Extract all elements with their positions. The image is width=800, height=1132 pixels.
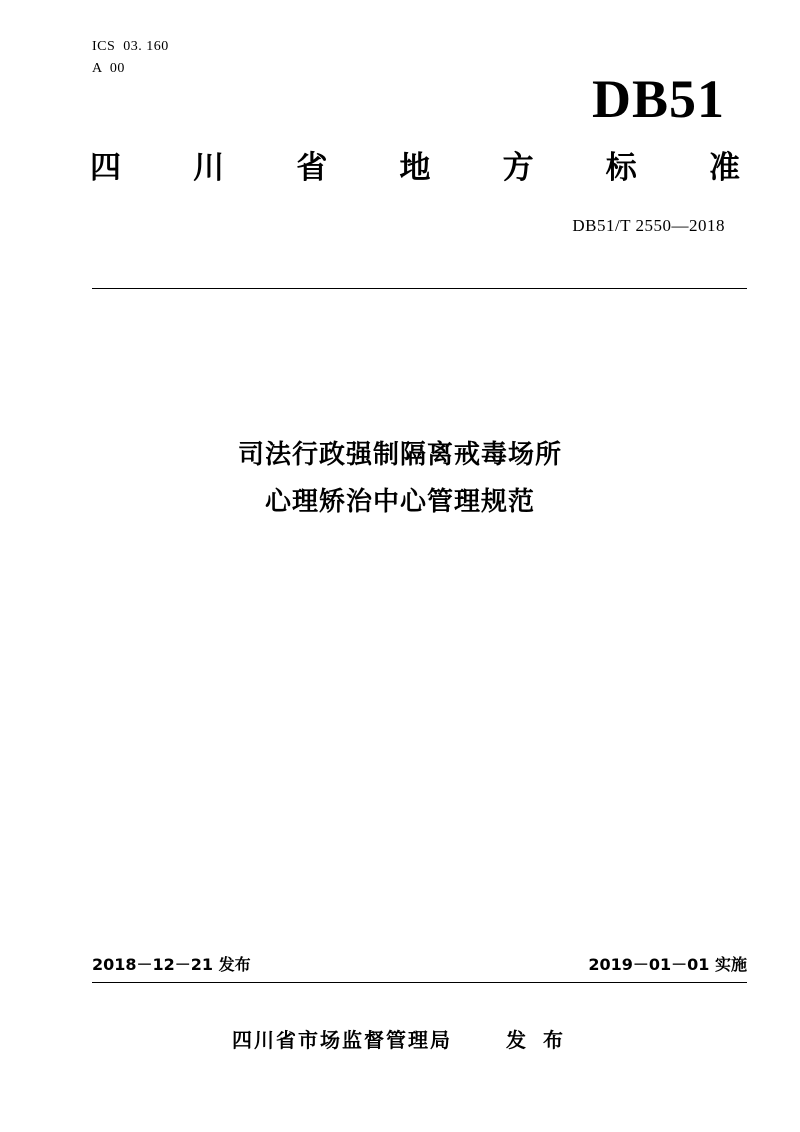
standard-title-line	[90, 148, 740, 188]
standard-number: DB51/T 2550—2018	[572, 216, 725, 235]
effective-date: 2019－01－01 实施	[588, 955, 747, 974]
publisher-verb: 发 布	[506, 1028, 568, 1052]
standard-title-char-6: 标	[605, 150, 637, 186]
classification-code: A 00	[92, 61, 125, 76]
series-logo: DB51	[591, 69, 725, 129]
standard-title-char-7: 准	[708, 150, 740, 186]
issue-date: 2018－12－21 发布	[92, 955, 251, 974]
ics-block	[92, 36, 169, 80]
page-title	[0, 432, 800, 526]
date-row	[92, 952, 747, 975]
footer-divider	[92, 982, 747, 983]
publisher-row	[0, 1024, 800, 1053]
page-title-line-1: 司法行政强制隔离戒毒场所	[237, 440, 562, 470]
standard-title-char-3: 省	[296, 150, 328, 186]
publisher-name: 四川省市场监督管理局	[232, 1028, 453, 1052]
ics-code: ICS 03. 160	[92, 39, 169, 54]
standard-title-char-1: 四	[90, 150, 121, 186]
standard-title-char-4: 地	[399, 150, 431, 186]
standard-title-char-5: 方	[502, 150, 534, 186]
standard-title-char-2: 川	[193, 150, 225, 186]
page-title-line-2: 心理矫治中心管理规范	[264, 487, 535, 517]
header-divider	[92, 288, 747, 289]
